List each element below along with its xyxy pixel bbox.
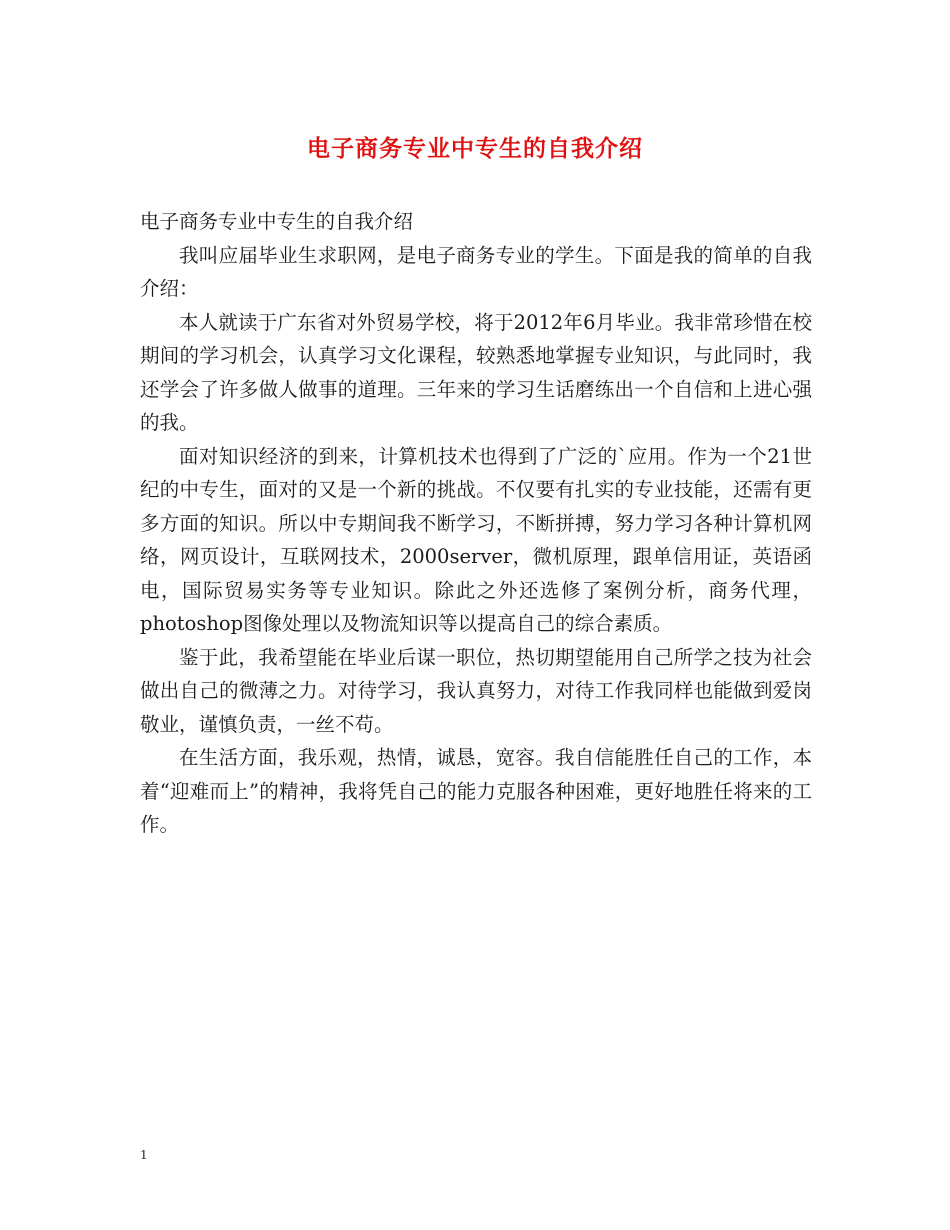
paragraph-education: 本人就读于广东省对外贸易学校，将于2012年6月毕业。我非常珍惜在校期间的学习机会，认真学习文化课程，较熟悉地掌握专业知识，与此同时，我还学会了许多做人做事的道理。三年来的学习生话磨练出一个自信和上进心强的我。	[140, 310, 812, 434]
paragraph-personality: 在生活方面，我乐观，热情，诚恳，宽容。我自信能胜任自己的工作，本着“迎难而上”的精神，我将凭自己的能力克服各种困难，更好地胜任将来的工作。	[140, 746, 812, 836]
document-subtitle: 电子商务专业中专生的自我介绍	[140, 210, 414, 233]
page-number: 1	[140, 1148, 148, 1162]
paragraph-intro: 我叫应届毕业生求职网，是电子商务专业的学生。下面是我的简单的自我介绍：	[140, 243, 812, 300]
document-body	[140, 205, 812, 842]
paragraph-skills: 面对知识经济的到来，计算机技术也得到了广泛的`应用。作为一个21世纪的中专生，面对的又是一个新的挑战。不仅要有扎实的专业技能，还需有更多方面的知识。所以中专期间我不断学习，不断拼搏，努力学习各种计算机网络，网页设计，互联网技术，2000server，微机原理，跟单信用证，英语函电，国际贸易实务等专业知识。除此之外还选修了案例分析，商务代理，photoshop图像处理以及物流知识等以提高自己的综合素质。	[140, 444, 812, 635]
paragraph-goals: 鉴于此，我希望能在毕业后谋一职位，热切期望能用自己所学之技为社会做出自己的微薄之力。对待学习，我认真努力，对待工作我同样也能做到爱岗敬业，谨慎负责，一丝不苟。	[140, 645, 812, 736]
document-title: 电子商务专业中专生的自我介绍	[307, 135, 643, 162]
